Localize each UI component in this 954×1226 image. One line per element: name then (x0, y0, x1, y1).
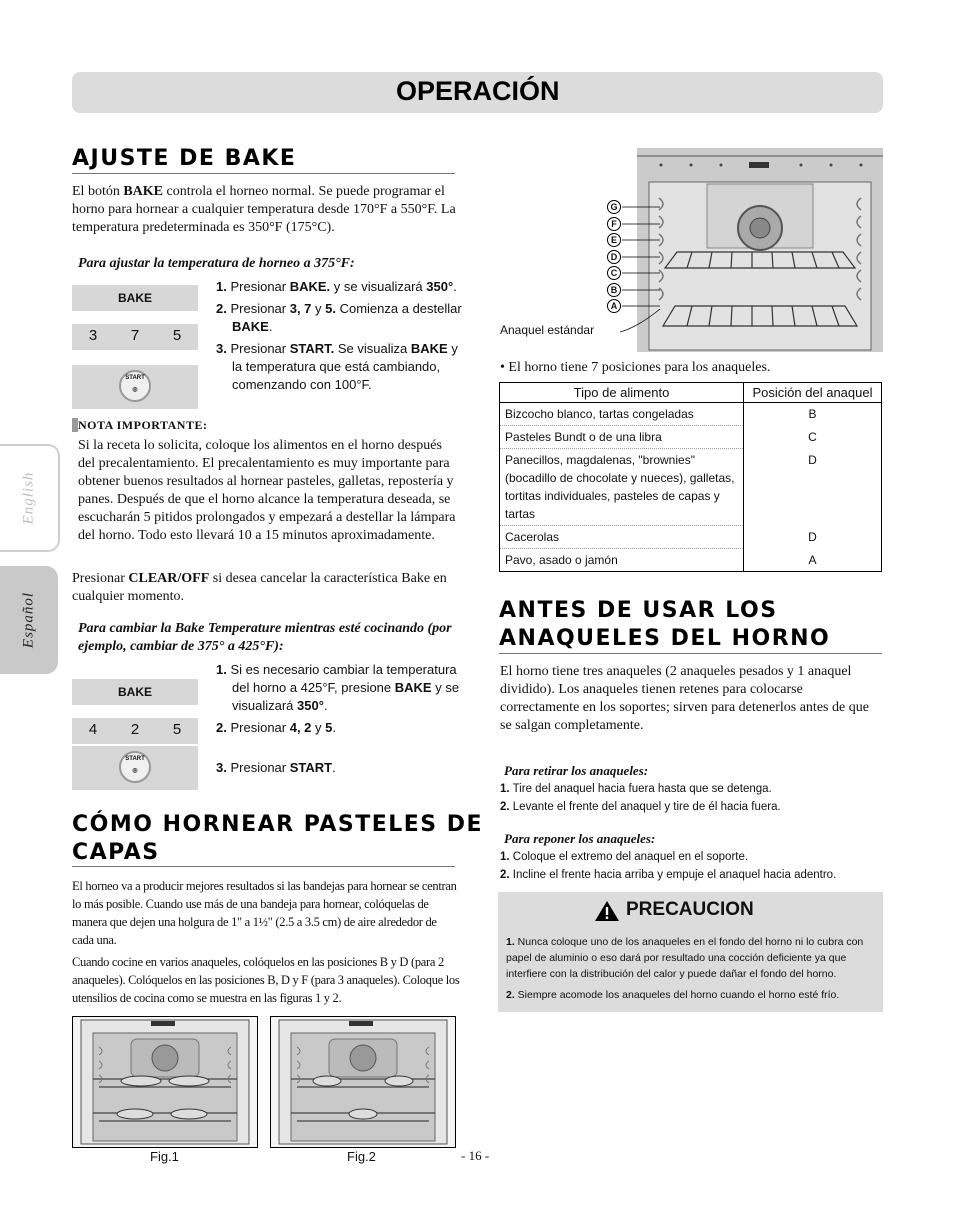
step-item: 2. Presionar 3, 7 y 5. Comienza a destellar BAKE. (216, 301, 462, 334)
remove-title: Para retirar los anaqueles: (504, 763, 649, 778)
bake-subhead: Para ajustar la temperatura de horneo a 375°F: (78, 256, 355, 271)
bake-heading: AJUSTE DE BAKE (72, 146, 297, 171)
caution-item: 2. Siempre acomode los anaqueles del horno cuando el horno esté frío. (506, 989, 840, 1001)
replace-steps (500, 848, 836, 884)
note-title: NOTA IMPORTANTE: (78, 418, 208, 432)
tab-espanol[interactable] (0, 566, 58, 674)
caution-box (498, 892, 883, 1012)
fig1-caption: Fig.1 (150, 1149, 179, 1164)
figure-2-oven (270, 1016, 456, 1148)
rack-letter: A (607, 298, 621, 315)
rack-letter: G (607, 199, 621, 216)
cakes-heading-rule (72, 866, 455, 867)
bake-intro: El botón BAKE controla el horneo normal. Se puede programar el horno para hornear a cualquier temperatura desde 170°F a 550°F. La temperatura predeterminada es 350°F (175°C). (72, 184, 456, 235)
tab-espanol-label: Español (20, 591, 37, 649)
positions-note: • El horno tiene 7 posiciones para los anaqueles. (500, 360, 771, 375)
figure-1-oven (72, 1016, 258, 1148)
rack-leader-lines (620, 199, 664, 339)
standard-rack-label: Anaquel estándar (500, 323, 595, 337)
fig2-caption: Fig.2 (347, 1149, 376, 1164)
rack-position-letters (607, 199, 621, 315)
table-row: Pavo, asado o jamón A (500, 549, 882, 572)
tab-english[interactable] (0, 444, 60, 552)
digit-key: 4 (88, 721, 98, 738)
bake-steps (216, 278, 464, 394)
warning-icon (594, 900, 620, 922)
replace-title: Para reponer los anaqueles: (504, 831, 656, 846)
cakes-paragraph-1: El horneo va a producir mejores resultados si las bandejas para hornear se centran lo más posible. Cuando use más de una bandeja para hornear, colóquelas de manera que dejen una holgura de 1" a 1½" (2.5 a 3.5 cm) de aire alrededor de cada una. (72, 879, 457, 947)
start-button-icon: START ◎ (119, 370, 151, 402)
bake-heading-rule (72, 173, 455, 174)
page-title: OPERACIÓN (396, 76, 560, 106)
page-number: - 16 - (461, 1148, 490, 1163)
bake-key: BAKE (72, 285, 198, 311)
step-item: 2. Presionar 4, 2 y 5. (216, 720, 336, 735)
table-row: Bizcocho blanco, tartas congeladas B (500, 403, 882, 426)
change-temp-subhead: Para cambiar la Bake Temperature mientras esté cocinando (por ejemplo, cambiar de 375° a 425°F): (78, 621, 452, 654)
start-key-panel (72, 746, 198, 790)
rack-position-table (499, 382, 882, 572)
oven-rack-diagram (637, 148, 883, 352)
cakes-paragraph-2: Cuando cocine en varios anaqueles, colóquelos en las posiciones B y D (para 2 anaqueles). Colóquelos en las posiciones B, D y F (para 3 anaqueles). Coloque los utensilios de cocina como se muestra en las figuras 1 y 2. (72, 955, 460, 1005)
racks-heading: ANTES DE USAR LOS ANAQUELES DEL HORNO (499, 598, 831, 651)
digit-key: 2 (130, 721, 140, 738)
rack-letter: F (607, 216, 621, 233)
rack-letter: E (607, 232, 621, 249)
step-item: 2. Levante el frente del anaquel y tire de él hacia fuera. (500, 801, 781, 813)
table-header-position: Posición del anaquel (744, 383, 882, 403)
racks-heading-rule (499, 653, 882, 654)
step-item: 2. Incline el frente hacia arriba y empuje el anaquel hacia adentro. (500, 869, 837, 881)
step-item: 1. Presionar BAKE. y se visualizará 350°. (216, 279, 457, 294)
caution-item: 1. Nunca coloque uno de los anaqueles en el fondo del horno ni lo cubra con papel de aluminio o eso dará por resultado una cocción deficiente ya que interfiere con la distribución del calor y puede dañar el fondo del horno. (506, 936, 864, 980)
digit-keys (72, 718, 198, 744)
change-steps (216, 661, 466, 737)
step-item: 3. Presionar START. (216, 760, 336, 775)
digit-key: 5 (172, 721, 182, 738)
racks-intro: El horno tiene tres anaqueles (2 anaqueles pesados y 1 anaquel dividido). Los anaqueles tienen retenes para colocarse correctamente en los soportes; sirven para detenerlos antes de que se salgan completamente. (500, 664, 869, 733)
table-row: Cacerolas D (500, 526, 882, 549)
step-item: 1. Coloque el extremo del anaquel en el soporte. (500, 851, 749, 863)
table-header-food: Tipo de alimento (500, 383, 744, 403)
digit-key: 5 (172, 327, 182, 344)
step-item: 3. Presionar START. Se visualiza BAKE y la temperatura que está cambiando, comenzando con 100°F. (216, 341, 458, 392)
table-row: Pasteles Bundt o de una libra C (500, 426, 882, 449)
cakes-heading: CÓMO HORNEAR PASTELES DE CAPAS (72, 812, 484, 865)
table-row: Panecillos, magdalenas, "brownies" (bocadillo de chocolate y nueces), galletas, tortitas individuales, pasteles de capas y tartas D (500, 449, 882, 526)
step-item: 1. Tire del anaquel hacia fuera hasta que se detenga. (500, 783, 772, 795)
caution-title: PRECAUCION (626, 899, 754, 920)
step-item: 1. Si es necesario cambiar la temperatura del horno a 425°F, presione BAKE y se visualizará 350°. (216, 662, 460, 713)
start-button-icon: START ◎ (119, 751, 151, 783)
start-key-panel (72, 365, 198, 409)
bake-key: BAKE (72, 679, 198, 705)
rack-letter: D (607, 249, 621, 266)
note-body: Si la receta lo solicita, coloque los alimentos en el horno después del precalentamiento. El precalentamiento es muy importante para obtener buenos resultados al hornear pasteles, galletas, repostería y panes. Después de que el horno alcance la temperatura deseada, se escucharán 5 pitidos prolongados y empezará a destellar la lámpara del horno. Todo esto llevará 10 a 15 minutos aproximadamente. (78, 438, 456, 543)
digit-key: 3 (88, 327, 98, 344)
clear-off-text: Presionar CLEAR/OFF si desea cancelar la característica Bake en cualquier momento. (72, 571, 447, 604)
rack-letter: B (607, 282, 621, 299)
rack-letter: C (607, 265, 621, 282)
digit-key: 7 (130, 327, 140, 344)
digit-keys (72, 324, 198, 350)
tab-english-label: English (20, 471, 37, 525)
remove-steps (500, 780, 781, 816)
